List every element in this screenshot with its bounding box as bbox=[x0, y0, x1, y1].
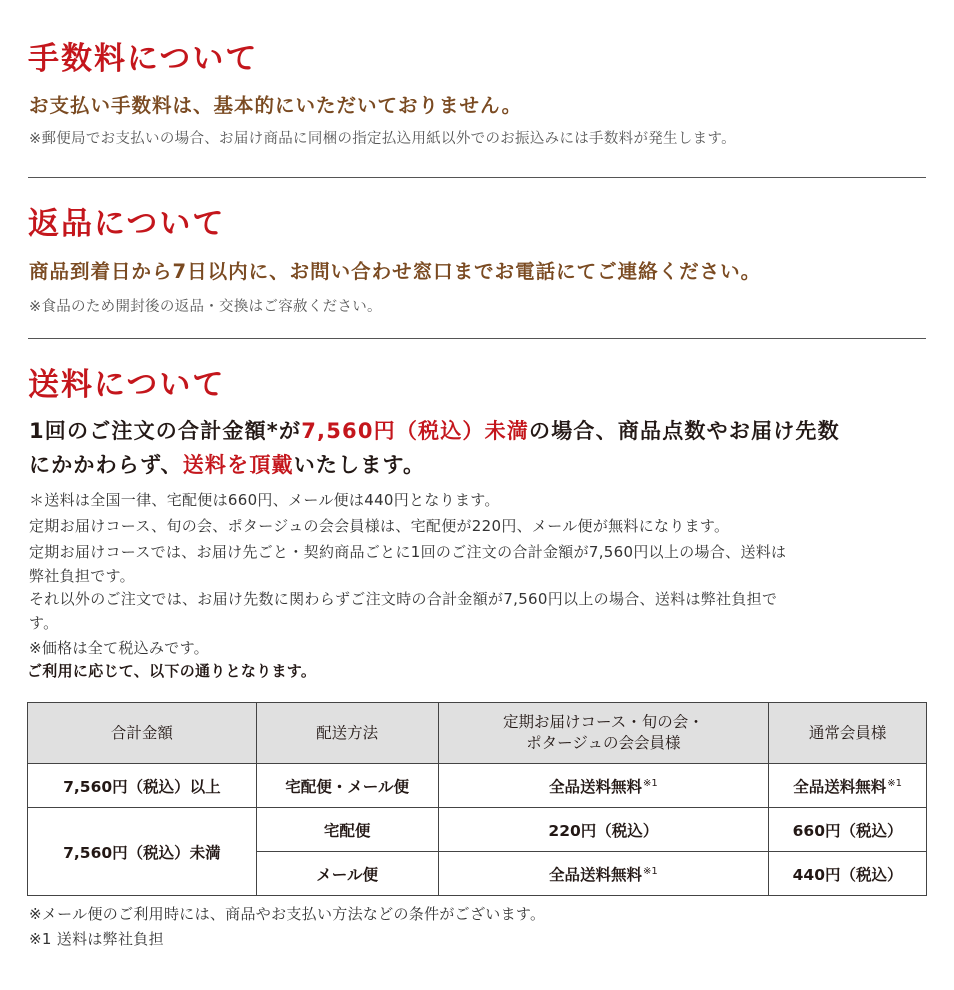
header-regular: 通常会員様 bbox=[769, 703, 927, 764]
returns-heading: 返品について bbox=[28, 206, 226, 242]
cell-total: 7,560円（税込）未満 bbox=[28, 808, 257, 896]
table-header-row bbox=[28, 703, 927, 764]
cell-regular: 全品送料無料$^{※1}$ bbox=[769, 764, 927, 808]
header-total: 合計金額 bbox=[28, 703, 257, 764]
cell-total: 7,560円（税込）以上 bbox=[28, 764, 257, 808]
footnote: ※メール便のご利用時には、商品やお支払い方法などの条件がございます。 bbox=[29, 905, 546, 923]
shipping-body-line: 定期お届けコース、旬の会、ポタージュの会会員様は、宅配便が220円、メール便が無料になります。 bbox=[29, 517, 730, 535]
fee-lead: お支払い手数料は、基本的にいただいておりません。 bbox=[29, 94, 523, 117]
cell-method: メール便 bbox=[256, 852, 438, 896]
shipping-body-line: 定期お届けコースでは、お届け先ごと・契約商品ごとに1回のご注文の合計金額が7,560円以上の場合、送料は bbox=[29, 543, 787, 561]
header-member: 定期お届けコース・旬の会・ ポタージュの会会員様 bbox=[438, 703, 769, 764]
cell-regular: 440円（税込） bbox=[769, 852, 927, 896]
shipping-body-line: ＊送料は全国一律、宅配便は660円、メール便は440円となります。 bbox=[29, 491, 500, 509]
fee-note: ※郵便局でお支払いの場合、お届け商品に同梱の指定払込用紙以外でのお振込みには手数料が発生します。 bbox=[29, 131, 736, 147]
shipping-heading: 送料について bbox=[28, 367, 226, 403]
divider bbox=[28, 338, 926, 339]
footnote: ※1 送料は弊社負担 bbox=[29, 930, 164, 948]
cell-member: 全品送料無料$^{※1}$ bbox=[438, 852, 769, 896]
header-method: 配送方法 bbox=[256, 703, 438, 764]
cell-member: 全品送料無料$^{※1}$ bbox=[438, 764, 769, 808]
returns-note: ※食品のため開封後の返品・交換はご容赦ください。 bbox=[29, 299, 382, 315]
cell-member: 220円（税込） bbox=[438, 808, 769, 852]
cell-method: 宅配便 bbox=[256, 808, 438, 852]
shipping-body-line: す。 bbox=[29, 614, 59, 632]
table-row bbox=[28, 808, 927, 852]
shipping-body-line: ※価格は全て税込みです。 bbox=[29, 639, 209, 657]
shipping-fee-table bbox=[27, 702, 927, 896]
shipping-main-line-1: 1回のご注文の合計金額*が7,560円（税込）未満の場合、商品点数やお届け先数 bbox=[29, 419, 840, 443]
divider bbox=[28, 177, 926, 178]
cell-regular: 660円（税込） bbox=[769, 808, 927, 852]
shipping-body-line: 弊社負担です。 bbox=[29, 567, 135, 585]
table-intro: ご利用に応じて、以下の通りとなります。 bbox=[27, 662, 317, 680]
returns-lead: 商品到着日から7日以内に、お問い合わせ窓口までお電話にてご連絡ください。 bbox=[29, 260, 762, 283]
shipping-body-line: それ以外のご注文では、お届け先数に関わらずご注文時の合計金額が7,560円以上の場合、送料は弊社負担で bbox=[29, 590, 778, 608]
shipping-main-line-2: にかかわらず、送料を頂戴いたします。 bbox=[29, 453, 426, 477]
cell-method: 宅配便・メール便 bbox=[256, 764, 438, 808]
fee-heading: 手数料について bbox=[28, 41, 259, 77]
table-row bbox=[28, 764, 927, 808]
